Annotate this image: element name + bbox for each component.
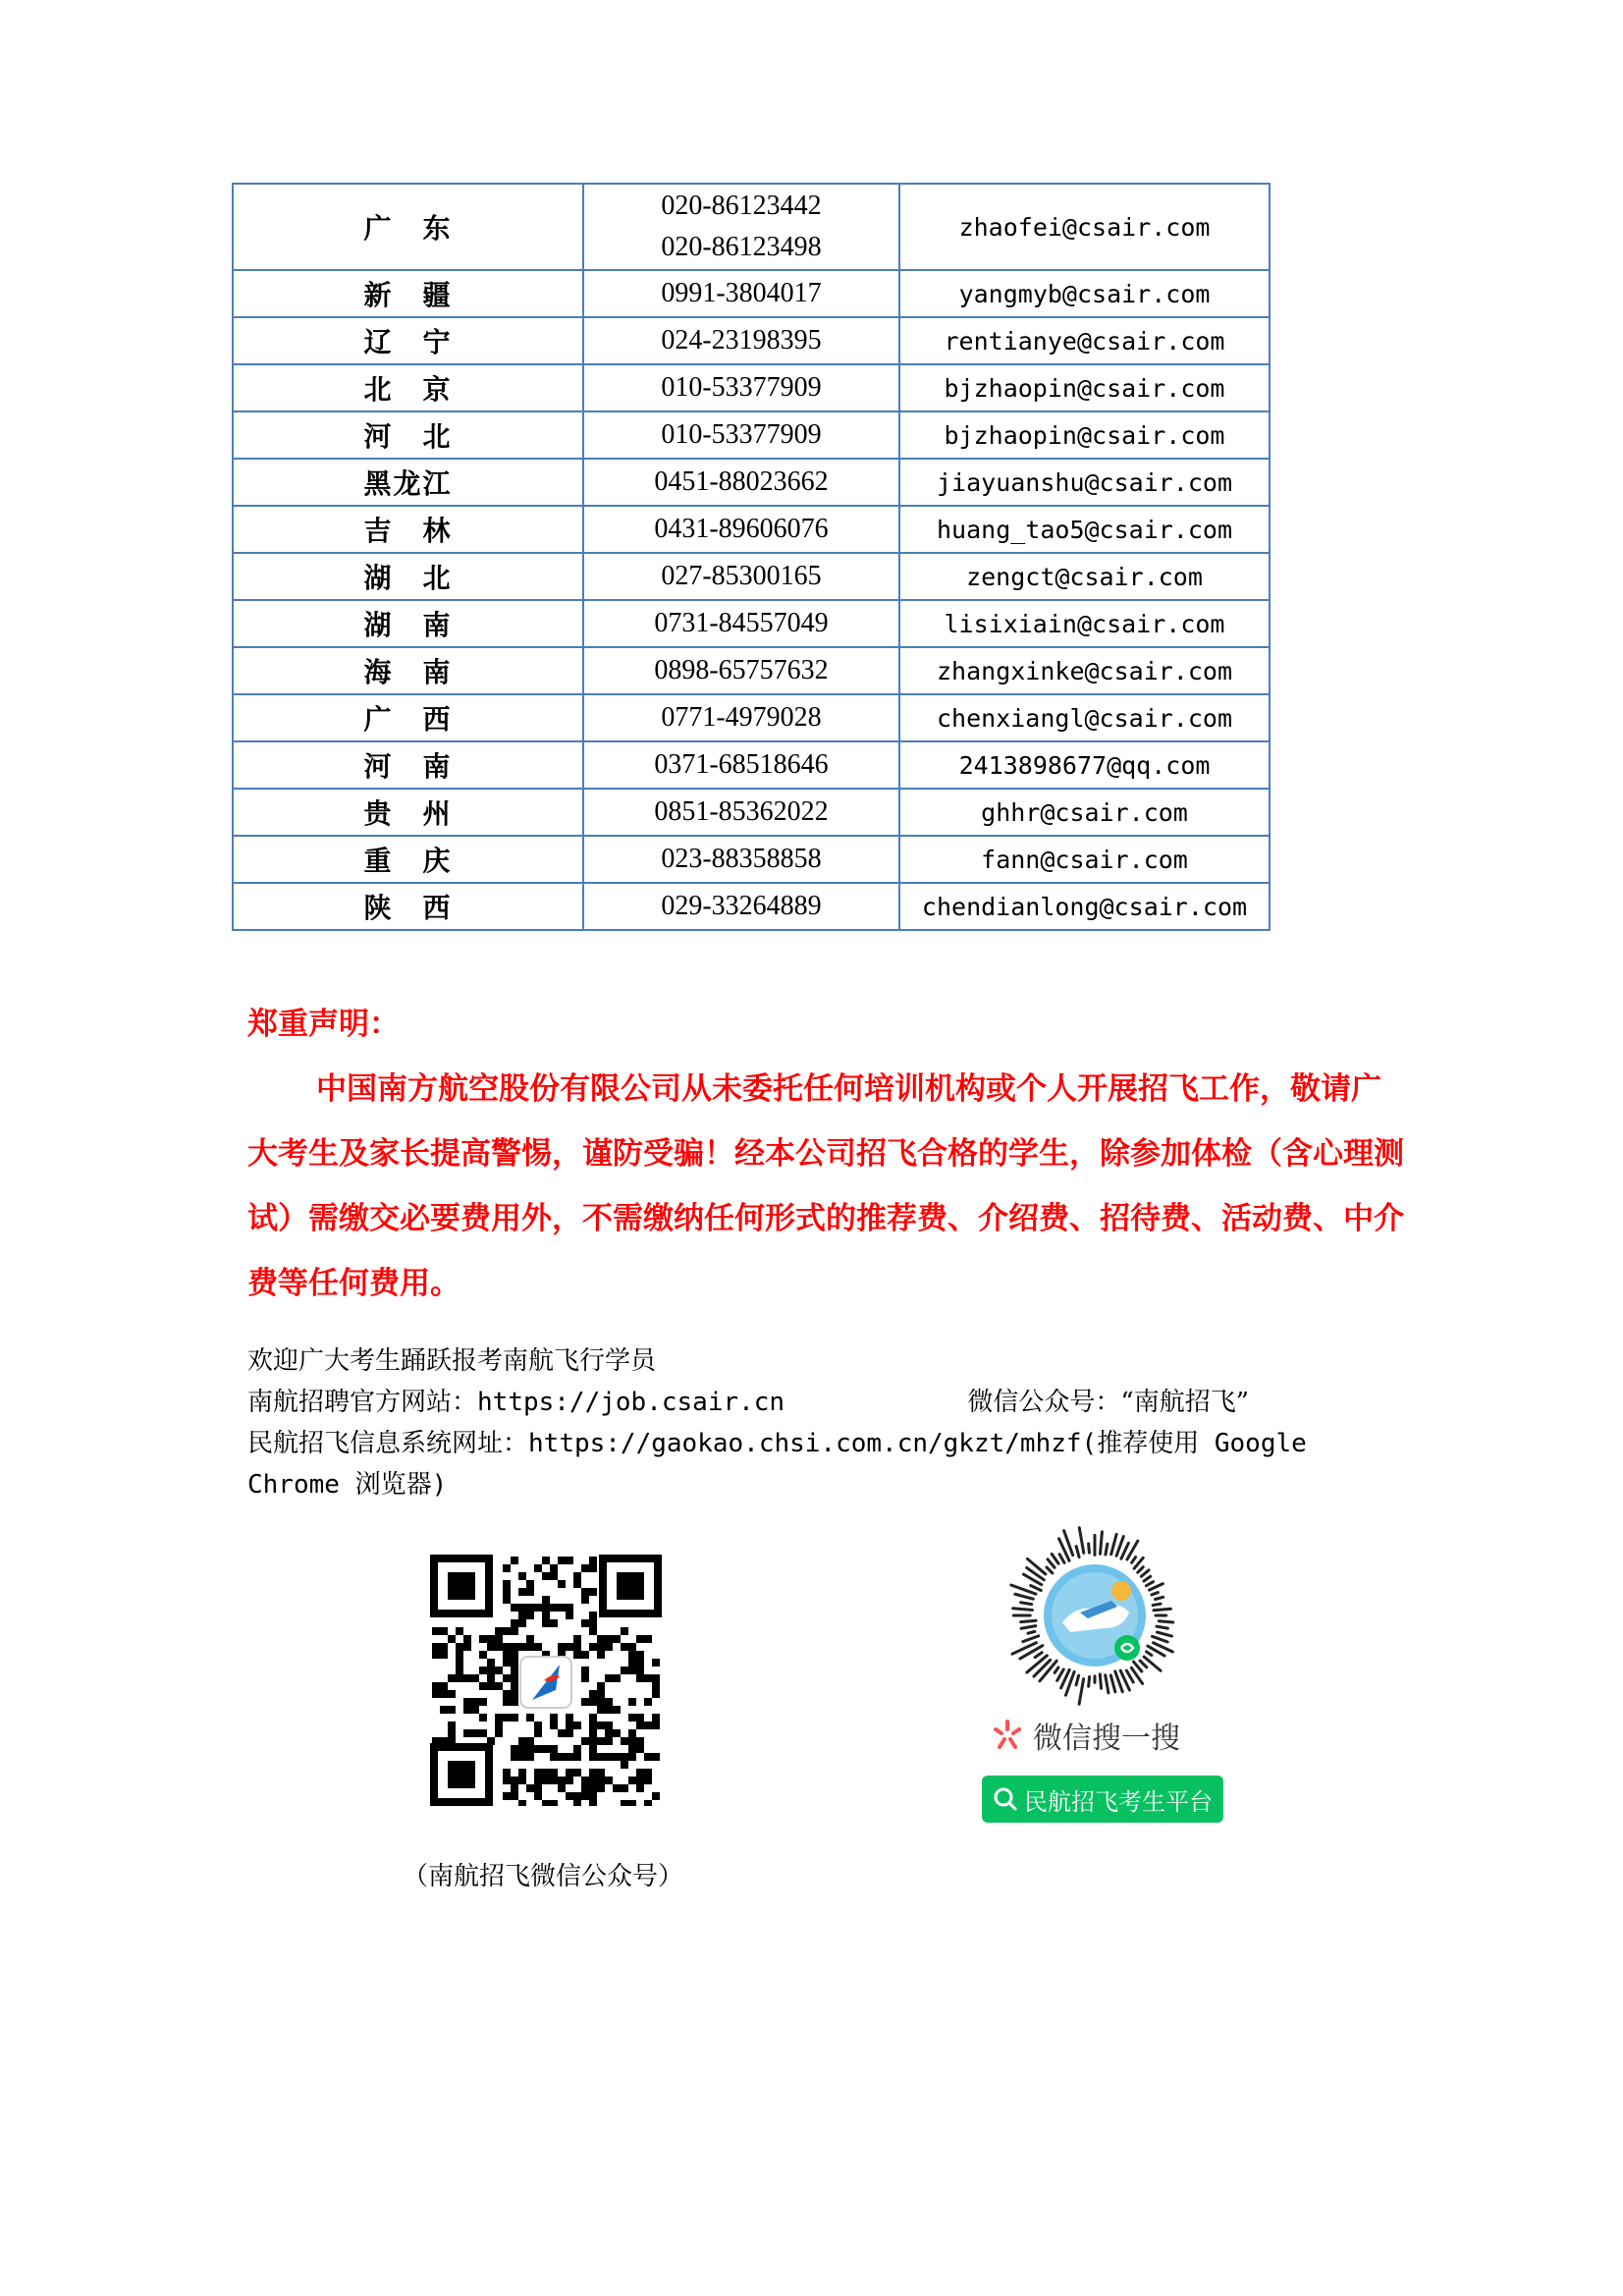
email-link[interactable]: chenxiangl@csair.com [899, 694, 1270, 741]
wechat-search-icon [990, 1718, 1025, 1753]
phone-cell [583, 694, 899, 741]
wechat-search-text: 微信搜一搜 [1033, 1722, 1180, 1756]
email-link[interactable]: rentianye@csair.com [899, 317, 1270, 364]
phone-number: 020-86123442 [661, 191, 822, 221]
site-url-link[interactable]: https://job.csair.cn [477, 1388, 785, 1417]
phone-number: 0431-89606076 [654, 514, 829, 544]
contact-row [233, 553, 1270, 600]
system-url-link[interactable]: https://gaokao.chsi.com.cn/gkzt/mhzf [528, 1429, 1082, 1458]
phone-number: 0898-65757632 [654, 655, 829, 685]
contact-row [233, 459, 1270, 506]
phone-cell [583, 184, 899, 270]
wechat-account-text: 微信公众号：“南航招飞” [967, 1388, 1249, 1417]
email-link[interactable]: 2413898677@qq.com [899, 741, 1270, 789]
phone-number: 029-33264889 [661, 891, 822, 921]
contact-row [233, 789, 1270, 836]
contact-row [233, 411, 1270, 459]
phone-number: 0731-84557049 [654, 608, 829, 638]
phone-cell [583, 883, 899, 930]
phone-number: 0771-4979028 [661, 702, 822, 733]
region-cell: 重 庆 [233, 836, 583, 883]
search-query-button[interactable] [982, 1776, 1223, 1823]
contact-row [233, 270, 1270, 317]
system-label: 民航招飞信息系统网址： [247, 1429, 529, 1458]
welcome-text: 欢迎广大考生踊跃报考南航飞行学员 [247, 1346, 657, 1376]
contact-table-body [233, 184, 1270, 930]
contact-row [233, 364, 1270, 411]
phone-cell [583, 270, 899, 317]
contact-row [233, 694, 1270, 741]
email-link[interactable]: fann@csair.com [899, 836, 1270, 883]
phone-cell [583, 506, 899, 553]
contact-row [233, 506, 1270, 553]
email-link[interactable]: zengct@csair.com [899, 553, 1270, 600]
email-link[interactable]: lisixiain@csair.com [899, 600, 1270, 647]
region-cell: 吉 林 [233, 506, 583, 553]
region-cell: 河 北 [233, 411, 583, 459]
email-link[interactable]: bjzhaopin@csair.com [899, 411, 1270, 459]
phone-number: 0991-3804017 [661, 278, 822, 308]
contact-row [233, 836, 1270, 883]
region-cell: 广 东 [233, 184, 583, 270]
phone-number: 023-88358858 [661, 844, 822, 874]
email-link[interactable]: zhaofei@csair.com [899, 184, 1270, 270]
phone-number: 0851-85362022 [654, 796, 829, 827]
phone-cell [583, 600, 899, 647]
region-cell: 湖 北 [233, 553, 583, 600]
phone-cell [583, 789, 899, 836]
mini-program-code [1001, 1522, 1188, 1709]
wechat-search-label [990, 1714, 1180, 1757]
region-cell: 广 西 [233, 694, 583, 741]
region-cell: 河 南 [233, 741, 583, 789]
wechat-official-qr-code [430, 1555, 662, 1806]
phone-number: 020-86123498 [661, 232, 822, 262]
email-link[interactable]: bjzhaopin@csair.com [899, 364, 1270, 411]
phone-cell [583, 317, 899, 364]
region-cell: 新 疆 [233, 270, 583, 317]
contact-row [233, 741, 1270, 789]
email-link[interactable]: yangmyb@csair.com [899, 270, 1270, 317]
phone-cell [583, 647, 899, 694]
contact-row [233, 647, 1270, 694]
phone-cell [583, 411, 899, 459]
airline-logo-icon [520, 1657, 571, 1708]
region-cell: 湖 南 [233, 600, 583, 647]
region-cell: 黑龙江 [233, 459, 583, 506]
notice [247, 992, 1406, 1316]
phone-number: 0371-68518646 [654, 749, 829, 780]
phone-cell [583, 741, 899, 789]
search-query-text: 民航招飞考生平台 [1024, 1787, 1213, 1816]
contact-row [233, 317, 1270, 364]
email-link[interactable]: huang_tao5@csair.com [899, 506, 1270, 553]
phone-number: 024-23198395 [661, 325, 822, 355]
notice-body: 中国南方航空股份有限公司从未委托任何培训机构或个人开展招飞工作，敬请广大考生及家长提高警惕，谨防受骗！经本公司招飞合格的学生，除参加体检（含心理测试）需缴交必要费用外，不需缴纳任何形式的推荐费、介绍费、招待费、活动费、中介费等任何费用。 [247, 1071, 1404, 1301]
phone-cell [583, 553, 899, 600]
phone-number: 027-85300165 [661, 561, 822, 591]
email-link[interactable]: chendianlong@csair.com [899, 883, 1270, 930]
region-cell: 陕 西 [233, 883, 583, 930]
email-link[interactable]: ghhr@csair.com [899, 789, 1270, 836]
phone-cell [583, 364, 899, 411]
email-link[interactable]: zhangxinke@csair.com [899, 647, 1270, 694]
notice-title: 郑重声明： [247, 1007, 400, 1042]
contact-row [233, 184, 1270, 270]
phone-number: 010-53377909 [661, 372, 822, 403]
email-link[interactable]: jiayuanshu@csair.com [899, 459, 1270, 506]
site-label: 南航招聘官方网站： [247, 1388, 478, 1417]
phone-cell [583, 836, 899, 883]
contact-row [233, 883, 1270, 930]
search-icon [993, 1786, 1018, 1812]
region-cell: 贵 州 [233, 789, 583, 836]
phone-number: 010-53377909 [661, 419, 822, 450]
contact-table [232, 183, 1271, 931]
contact-row [233, 600, 1270, 647]
info-block [247, 1340, 1367, 1505]
qr-caption: （南航招飞微信公众号） [403, 1862, 684, 1891]
region-cell: 辽 宁 [233, 317, 583, 364]
region-cell: 北 京 [233, 364, 583, 411]
phone-cell [583, 459, 899, 506]
phone-number: 0451-88023662 [654, 466, 829, 497]
system-note: (推荐使用 Google Chrome 浏览器) [247, 1429, 1307, 1500]
region-cell: 海 南 [233, 647, 583, 694]
